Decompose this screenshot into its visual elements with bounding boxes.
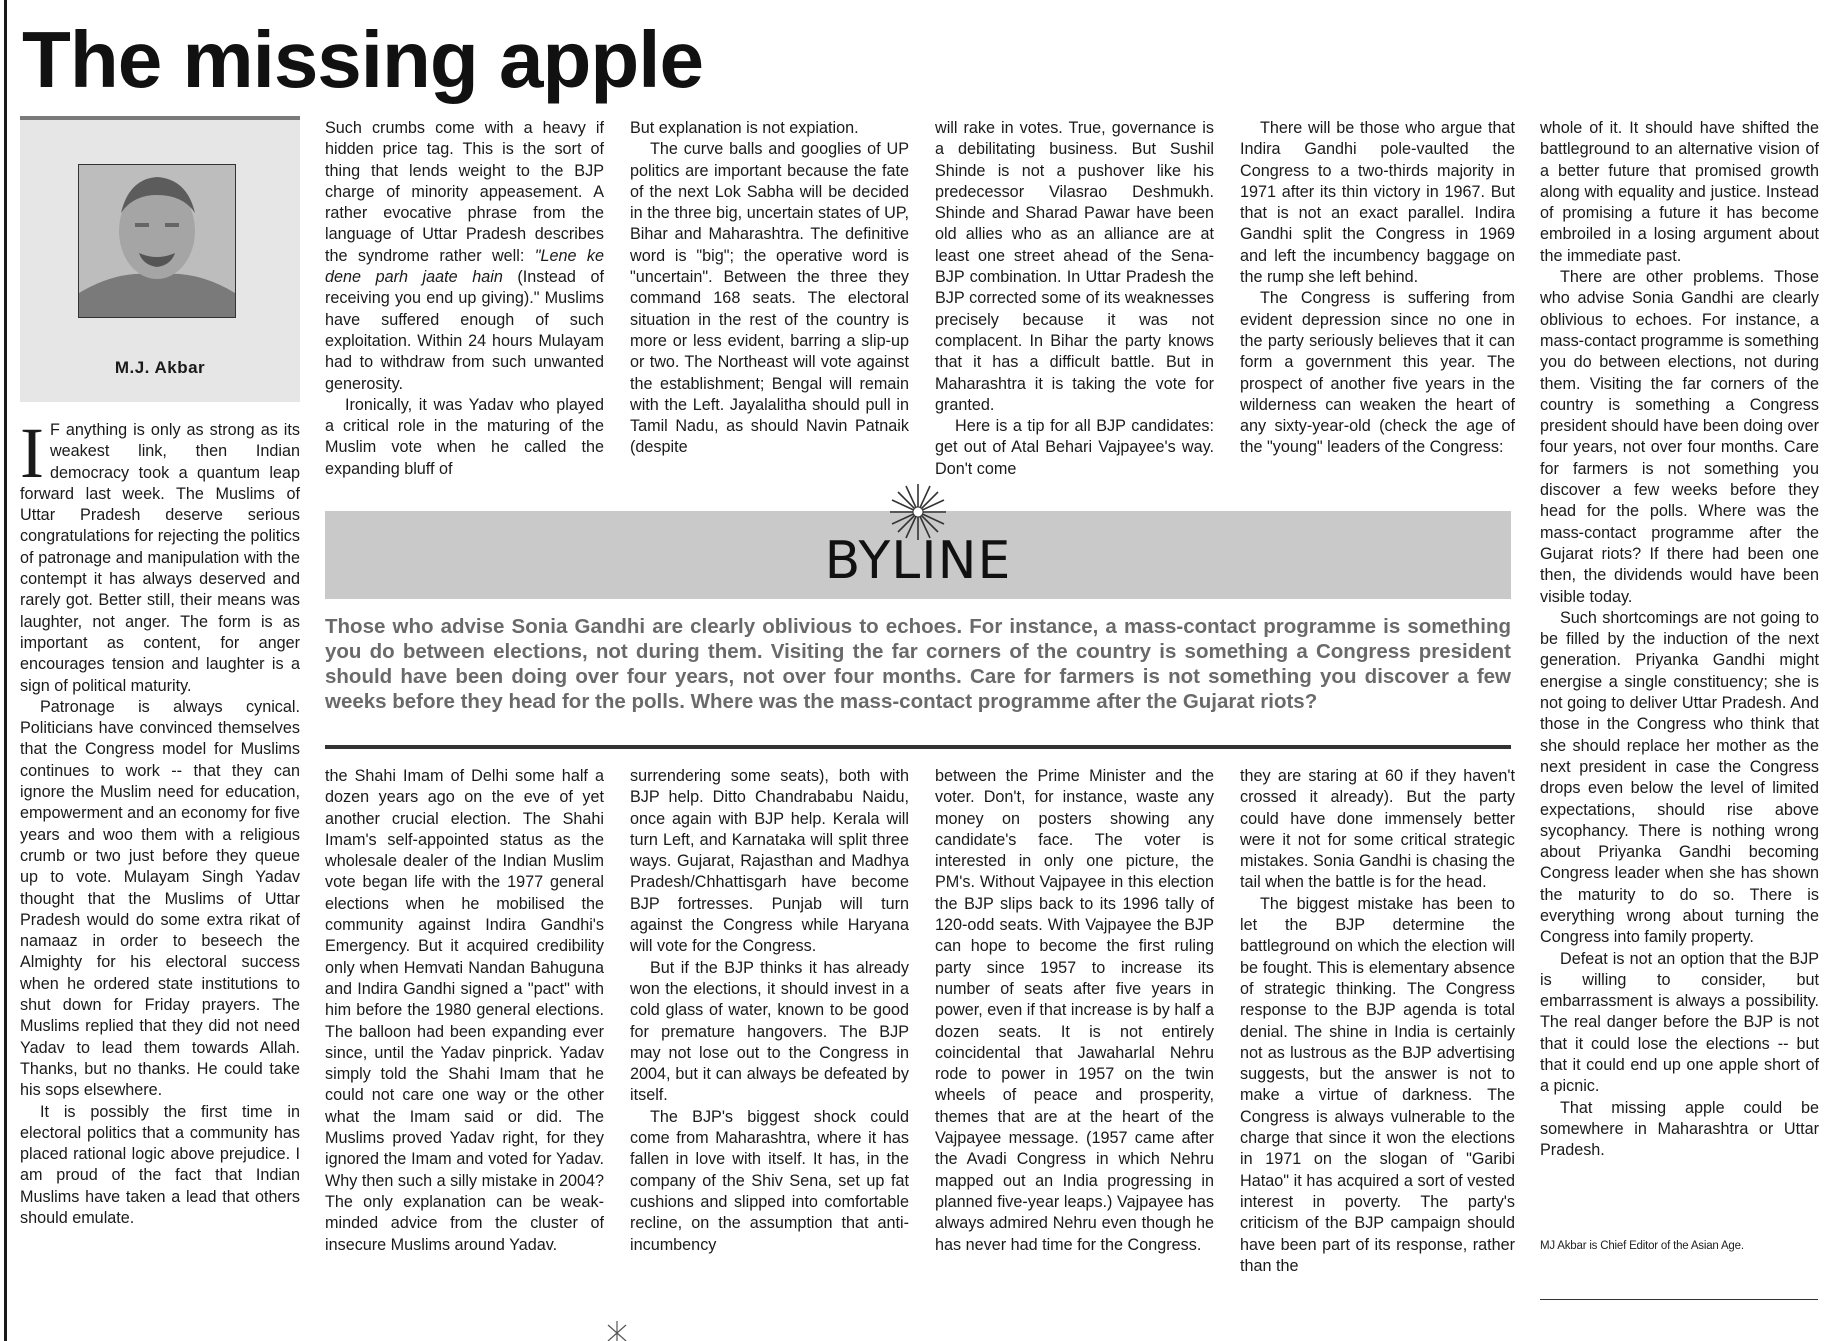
italic-phrase: "Lene ke dene parh jaate hain: [325, 246, 604, 287]
article-paragraph: It is possibly the first time in electoral politics that a community has placed rational logic above prejudice. I am proud of the fact that Indian Muslims have taken a lead that others should emulate.: [20, 1102, 300, 1227]
byline-title: BYLINE: [824, 531, 1012, 591]
headline: The missing apple: [22, 15, 703, 104]
article-paragraph: Such shortcomings are not going to be filled by the induction of the next generation. Priyanka Gandhi might energise a single constituency; she is not going to deliver Uttar Pradesh. And those in the Congress who think that she should replace her mother as the next president in case the Congress drops even below the level of limited expectations, should rise above sycophancy. There is nothing wrong about Priyanka Gandhi becoming Congress leader when she has shown the maturity to do so. There is everything wrong about turning the Congress into family property.: [1540, 608, 1819, 947]
article-column-6: [1540, 118, 1819, 1238]
pull-quote: Those who advise Sonia Gandhi are clearly oblivious to echoes. For instance, a mass-contact programme is something you do between elections, not during them. Visiting the far corners of the country is something a Congress president should have been doing over four years, not over four months. Care for farmers is not something you discover a few weeks before they head for the polls. Where was the mass-contact programme after the Gujarat riots?: [325, 615, 1511, 713]
article-paragraph: But if the BJP thinks it has already won the elections, it should invest in a cold glass of water, known to be good for premature hangovers. The BJP may not lose out to the Congress in 2004, but it can always be defeated by itself.: [630, 958, 909, 1105]
dropcap-letter: I: [20, 413, 44, 493]
article-paragraph: Ironically, it was Yadav who played a critical role in the maturing of the Muslim vote when he called the expanding bluff of: [325, 395, 604, 478]
article-paragraph: But explanation is not expiation.: [630, 119, 859, 137]
article-paragraph: There are other problems. Those who advise Sonia Gandhi are clearly oblivious to echoes. For instance, a mass-contact programme is something you do between elections, not during them. Visiting the far corners of the country is something a Congress president should have been doing over four years, not over four months. Care for farmers is not something you discover a few weeks before they head for the polls. Where was the mass-contact programme after the Gujarat riots? If there had been one then, the dividends would have been visible today.: [1540, 268, 1819, 606]
article-column-2-top: [325, 118, 604, 508]
article-paragraph: There will be those who argue that Indira Gandhi pole-vaulted the Congress to a two-thirds majority in 1971 after its thin victory in 1967. But that is not an exact parallel. Indira Gandhi split the Congress in 1969 and left the incumbency baggage on the rump she left behind.: [1240, 119, 1515, 287]
article-paragraph: The curve balls and googlies of UP politics are important because the fate of the next Lok Sabha will be decided in the three big, uncertain states of UP, Bihar and Maharashtra. The definitive word is "big"; the operative word is "uncertain". Between the three they command 168 seats. The electoral situation in the rest of the country is more or less evident, barring a slip-up or two. The Northeast will vote against the establishment; Bengal will remain with the Left. Jayalalitha should pull in Tamil Nadu, as should Navin Patnaik (despite: [630, 140, 909, 457]
bottom-starburst-icon: [602, 1321, 632, 1341]
article-column-4-top: [935, 118, 1214, 508]
author-name: M.J. Akbar: [114, 358, 206, 377]
article-paragraph: between the Prime Minister and the voter. Don't, for instance, waste any money on posters showing any candidate's face. The voter is interested in only one picture, the PM's. Without Vajpayee in this election the BJP slips back to its 1996 tally of 120-odd seats. With Vajpayee the BJP can hope to become the first ruling party since 1957 to increase its number of seats after five years in power, even if that increase is by half a dozen seats. It is not entirely coincidental that Jawaharlal Nehru rode to power in 1957 on the twin wheels of peace and prosperity, themes that are at the heart of the Vajpayee message. (1957 came after the Avadi Congress in which Nehru mapped out an India progressing in planned five-year leaps.) Vajpayee has always admired Nehru even though he has never had time for the Congress.: [935, 767, 1214, 1254]
author-photo-box: [20, 116, 300, 402]
article-column-4-bottom: [935, 766, 1214, 1326]
article-paragraph: they are staring at 60 if they haven't crossed it already). But the party could have done immensely better were it not for some critical strategic mistakes. Sonia Gandhi is chasing the tail when the battle is for the head.: [1240, 767, 1515, 892]
author-portrait-icon: [78, 164, 236, 318]
article-column-3-bottom: [630, 766, 909, 1326]
article-paragraph: whole of it. It should have shifted the battleground to an alternative vision of a better future that promised growth along with equality and justice. Instead of promising a future it has become embroiled in a losing argument about the immediate past.: [1540, 119, 1819, 265]
paragraph-text: (Instead of receiving you end up giving)." Muslims have suffered enough of such exploitation. Within 24 hours Mulayam had to withdraw from such unwanted generosity.: [325, 268, 604, 393]
pull-quote-divider: [325, 745, 1511, 749]
starburst-icon: [888, 482, 948, 542]
article-paragraph: That missing apple could be somewhere in Maharashtra or Uttar Pradesh.: [1540, 1098, 1819, 1160]
article-column-5-top: [1240, 118, 1515, 508]
page-left-border: [4, 0, 7, 1341]
article-paragraph: [20, 413, 300, 697]
end-rule: [1540, 1299, 1818, 1300]
article-paragraph: the Shahi Imam of Delhi some half a dozen years ago on the eve of yet another crucial election. The Shahi Imam's self-appointed status as the wholesale dealer of the Indian Muslim vote began life with the 1977 general elections when he mobilised the community against Indira Gandhi's Emergency. But it acquired credibility only when Hemvati Nandan Bahuguna and Indira Gandhi signed a "pact" with him before the 1980 general elections. The balloon had been expanding ever since, until the Yadav pinprick. Yadav simply told the Shahi Imam that he could not care one way or the other what the Imam said or did. The Muslims proved Yadav right, for they ignored the Imam and voted for Yadav. Why then such a silly mistake in 2004? The only explanation can be weak-minded advice from the cluster of insecure Muslims around Yadav.: [325, 767, 604, 1254]
article-paragraph: The biggest mistake has been to let the BJP determine the battleground on which the election will be fought. This is elementary absence of strategic thinking. The Congress response to the BJP agenda is total denial. The shine in India is certainly not as lustrous as the BJP advertising suggests, but the answer is not to make a virtue of darkness. The Congress is always vulnerable to the charge that since it won the elections in 1971 on the slogan of "Garibi Hatao" it has acquired a sort of vested interest in poverty. The party's criticism of the BJP campaign should have been part of its response, rather than the: [1240, 894, 1515, 1275]
article-column-5-bottom: [1240, 766, 1515, 1326]
article-paragraph: The BJP's biggest shock could come from Maharashtra, where it has fallen in love with itself. It has, in the company of the Shiv Sena, set up fat cushions and slipped into comfortable recline, on the assumption that anti-incumbency: [630, 1107, 909, 1254]
article-column-1: [20, 413, 300, 1320]
paragraph-text: F anything is only as strong as its weakest link, then Indian democracy took a quantum leap forward last week. The Muslims of Uttar Pradesh deserve serious congratulations for rejecting the politics of patronage and manipulation with the contempt it has always deserved and rarely got. Better still, their means was laughter, not anger. The form is as important as content, for anger encourages tension and laughter is a sign of political maturity.: [20, 421, 300, 695]
article-paragraph: [325, 118, 604, 395]
article-paragraph: surrendering some seats), both with BJP help. Ditto Chandrababu Naidu, once again with BJP help. Kerala will turn Left, and Karnataka will split three ways. Gujarat, Rajasthan and Madhya Pradesh/Chhattisgarh have become BJP fortresses. Punjab will turn against the Congress while Haryana will vote for the Congress.: [630, 767, 909, 956]
article-paragraph: Here is a tip for all BJP candidates: get out of Atal Behari Vajpayee's way. Don't come: [935, 417, 1214, 478]
paragraph-text: Such crumbs come with a heavy if hidden price tag. This is the sort of thing that lends weight to the BJP charge of minority appeasement. A rather evocative phrase from the language of Uttar Pradesh describes the syndrome rather well:: [325, 119, 604, 265]
article-paragraph: Defeat is not an option that the BJP is willing to consider, but embarrassment is always a possibility. The real danger before the BJP is not that it could lose the elections -- but that it could end up one apple short of a picnic.: [1540, 949, 1819, 1096]
article-paragraph: will rake in votes. True, governance is a debilitating business. But Sushil Shinde is not a pushover like his predecessor Vilasrao Deshmukh. Shinde and Sharad Pawar have been old allies who as an alliance are at least one street ahead of the Sena-BJP combination. In Uttar Pradesh the BJP corrected some of its weaknesses precisely because it was not complacent. In Bihar the party knows that it has a difficult battle. But in Maharashtra it is taking the vote for granted.: [935, 119, 1214, 414]
article-paragraph: The Congress is suffering from evident depression since no one in the party seriously believes that it can form a government this year. The prospect of another five years in the wilderness can weaken the heart of any sixty-year-old (check the age of the "young" leaders of the Congress:: [1240, 289, 1515, 457]
article-column-2-bottom: [325, 766, 604, 1326]
article-column-3-top: [630, 118, 909, 508]
portrait-silhouette-icon: [79, 165, 235, 317]
article-paragraph: Patronage is always cynical. Politicians have convinced themselves that the Congress model for Muslims continues to work -- that they can ignore the Muslim need for education, empowerment and an economy for five years and woo them with a religious crumb or two just before they queue up to vote. Mulayam Singh Yadav thought that the Muslims of Uttar Pradesh would do some extra rikat of namaaz in order to beseech the Almighty for his electoral success when he ordered state institutions to shut down for Friday prayers. The Muslims replied that they did not need Yadav to lead them towards Allah. Thanks, but no thanks. He could take his sops elsewhere.: [20, 697, 300, 1100]
author-footnote: MJ Akbar is Chief Editor of the Asian Age.: [1540, 1240, 1744, 1252]
